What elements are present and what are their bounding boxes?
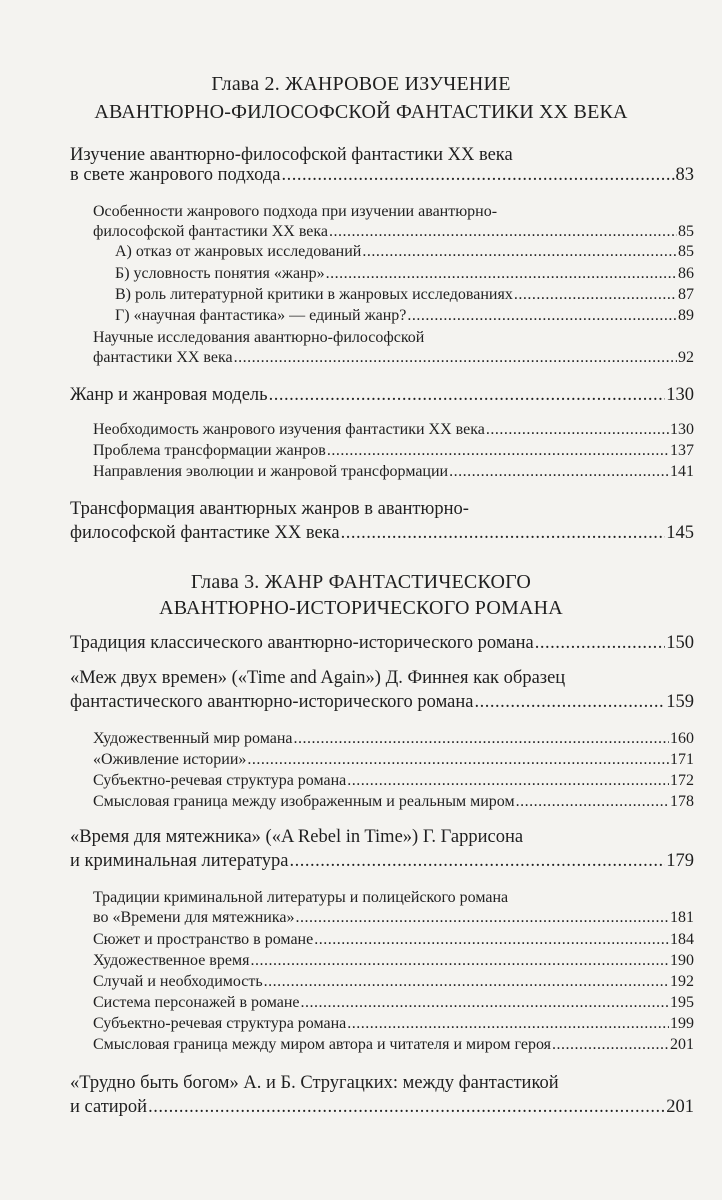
toc-entry[interactable] <box>93 972 694 992</box>
page-number: 137 <box>670 442 694 459</box>
page-number: 201 <box>670 1036 694 1053</box>
toc-entry[interactable] <box>70 1096 694 1119</box>
page-number: 141 <box>670 463 694 480</box>
toc-entry-title: Традиция классического авантюрно-исторического романа <box>70 633 534 653</box>
leader-dots <box>347 1014 669 1034</box>
toc-entry-title: фантастики XX века <box>93 349 233 366</box>
leader-dots <box>362 242 677 262</box>
toc-entry-title: Смысловая граница между изображенным и реальным миром <box>93 793 515 810</box>
chapter-heading: АВАНТЮРНО-ИСТОРИЧЕСКОГО РОМАНА <box>159 597 563 619</box>
toc-entry-title: и криминальная литература <box>70 851 289 871</box>
page-number: 192 <box>670 973 694 990</box>
toc-entry-title: А) отказ от жанровых исследований <box>115 243 362 260</box>
page-number: 190 <box>670 952 694 969</box>
toc-entry[interactable] <box>93 1035 694 1055</box>
toc-entry-title: «Меж двух времен» («Time and Again») Д. Финнея как образец <box>70 668 566 688</box>
toc-entry[interactable] <box>70 691 694 714</box>
leader-dots <box>514 285 677 305</box>
toc-entry-title: философской фантастике XX века <box>70 523 340 543</box>
leader-dots <box>289 850 665 873</box>
chapter-heading: АВАНТЮРНО-ФИЛОСОФСКОЙ ФАНТАСТИКИ XX ВЕКА <box>94 101 628 123</box>
toc-entry-title: «Оживление истории» <box>93 751 247 768</box>
toc-entry-title: В) роль литературной критики в жанровых исследованиях <box>115 286 513 303</box>
toc-entry-title: Художественный мир романа <box>93 730 293 747</box>
toc-entry-title: Необходимость жанрового изучения фантастики XX века <box>93 421 485 438</box>
leader-dots <box>301 993 669 1013</box>
toc-entry[interactable] <box>93 930 694 950</box>
toc-entry-title: фантастического авантюрно-исторического романа <box>70 692 474 712</box>
leader-dots <box>407 306 677 326</box>
leader-dots <box>293 729 669 749</box>
toc-entry[interactable] <box>93 441 694 461</box>
toc-entry-title: философской фантастики XX века <box>93 223 329 240</box>
toc-entry-title: Научные исследования авантюрно-философской <box>93 329 425 346</box>
toc-entry-title: Изучение авантюрно-философской фантастики XX века <box>70 145 513 165</box>
toc-entry[interactable] <box>93 348 694 368</box>
toc-entry[interactable] <box>70 522 694 545</box>
toc-entry-title: Субъектно-речевая структура романа <box>93 1015 347 1032</box>
leader-dots <box>327 441 669 461</box>
toc-entry[interactable] <box>93 771 694 791</box>
toc-entry-title: Трансформация авантюрных жанров в авантюрно- <box>70 499 469 519</box>
leader-dots <box>341 522 666 545</box>
page-number: 179 <box>666 851 694 871</box>
toc-entry[interactable] <box>93 750 694 770</box>
toc-entry-title: Сюжет и пространство в романе <box>93 931 314 948</box>
leader-dots <box>326 264 677 284</box>
toc-entry-title: Традиции криминальной литературы и полицейского романа <box>93 889 509 906</box>
toc-entry[interactable] <box>70 850 694 873</box>
leader-dots <box>449 462 669 482</box>
toc-entry[interactable] <box>93 222 694 242</box>
toc-entry-title: Художественное время <box>93 952 250 969</box>
toc-entry[interactable] <box>93 462 694 482</box>
leader-dots <box>535 632 666 655</box>
toc-entry-title: Г) «научная фантастика» — единый жанр? <box>115 307 407 324</box>
toc-entry[interactable] <box>115 264 694 284</box>
leader-dots <box>269 384 666 407</box>
toc-entry-title: во «Времени для мятежника» <box>93 909 295 926</box>
toc-entry[interactable] <box>70 632 694 655</box>
page-number: 150 <box>666 633 694 653</box>
leader-dots <box>264 972 669 992</box>
page-number: 92 <box>678 349 694 366</box>
toc-entry[interactable] <box>93 993 694 1013</box>
page-number: 172 <box>670 772 694 789</box>
toc-entry-title: Жанр и жанровая модель <box>70 385 268 405</box>
page-number: 130 <box>666 385 694 405</box>
toc-entry[interactable] <box>93 908 694 928</box>
toc-entry[interactable] <box>115 242 694 262</box>
leader-dots <box>486 420 669 440</box>
page-number: 195 <box>670 994 694 1011</box>
toc-entry[interactable] <box>93 729 694 749</box>
page-number: 201 <box>666 1097 694 1117</box>
leader-dots <box>148 1096 665 1119</box>
toc-entry-title: Б) условность понятия «жанр» <box>115 265 325 282</box>
toc-entry-title: Система персонажей в романе <box>93 994 300 1011</box>
leader-dots <box>250 951 669 971</box>
toc-entry-title: Проблема трансформации жанров <box>93 442 326 459</box>
page-number: 160 <box>670 730 694 747</box>
page-number: 83 <box>675 165 694 185</box>
leader-dots <box>314 930 669 950</box>
page-number: 145 <box>666 523 694 543</box>
toc-entry-title: «Время для мятежника» («A Rebel in Time») Г. Гаррисона <box>70 827 524 847</box>
toc-entry-title: Особенности жанрового подхода при изучении авантюрно- <box>93 203 498 220</box>
leader-dots <box>247 750 669 770</box>
page-number: 171 <box>670 751 694 768</box>
page-number: 86 <box>678 265 694 282</box>
toc-entry-title: «Трудно быть богом» А. и Б. Стругацких: между фантастикой <box>70 1073 559 1093</box>
toc-entry[interactable] <box>115 306 694 326</box>
leader-dots <box>474 691 665 714</box>
toc-entry-title: Направления эволюции и жанровой трансформации <box>93 463 449 480</box>
page-number: 184 <box>670 931 694 948</box>
leader-dots <box>282 164 675 187</box>
page-number: 87 <box>678 286 694 303</box>
page-number: 89 <box>678 307 694 324</box>
toc-entry[interactable] <box>93 1014 694 1034</box>
toc-entry-title: Субъектно-речевая структура романа <box>93 772 347 789</box>
toc-entry[interactable] <box>70 164 694 187</box>
leader-dots <box>552 1035 669 1055</box>
toc-entry[interactable] <box>115 285 694 305</box>
toc-entry[interactable] <box>93 792 694 812</box>
leader-dots <box>347 771 669 791</box>
toc-entry-title: Случай и необходимость <box>93 973 263 990</box>
chapter-heading: Глава 3. ЖАНР ФАНТАСТИЧЕСКОГО <box>190 571 532 593</box>
leader-dots <box>234 348 677 368</box>
leader-dots <box>516 792 669 812</box>
page-number: 85 <box>678 223 694 240</box>
toc-entry[interactable] <box>93 420 694 440</box>
page-number: 181 <box>670 909 694 926</box>
page-number: 130 <box>670 421 694 438</box>
page-number: 199 <box>670 1015 694 1032</box>
leader-dots <box>295 908 669 928</box>
toc-entry-title: и сатирой <box>70 1097 148 1117</box>
toc-entry[interactable] <box>93 951 694 971</box>
toc-entry-title: в свете жанрового подхода <box>70 165 281 185</box>
page-number: 85 <box>678 243 694 260</box>
page-number: 159 <box>666 692 694 712</box>
page-number: 178 <box>670 793 694 810</box>
leader-dots <box>329 222 677 242</box>
toc-entry-title: Смысловая граница между миром автора и читателя и миром героя <box>93 1036 552 1053</box>
toc-entry[interactable] <box>70 384 694 407</box>
chapter-heading: Глава 2. ЖАНРОВОЕ ИЗУЧЕНИЕ <box>211 73 511 95</box>
